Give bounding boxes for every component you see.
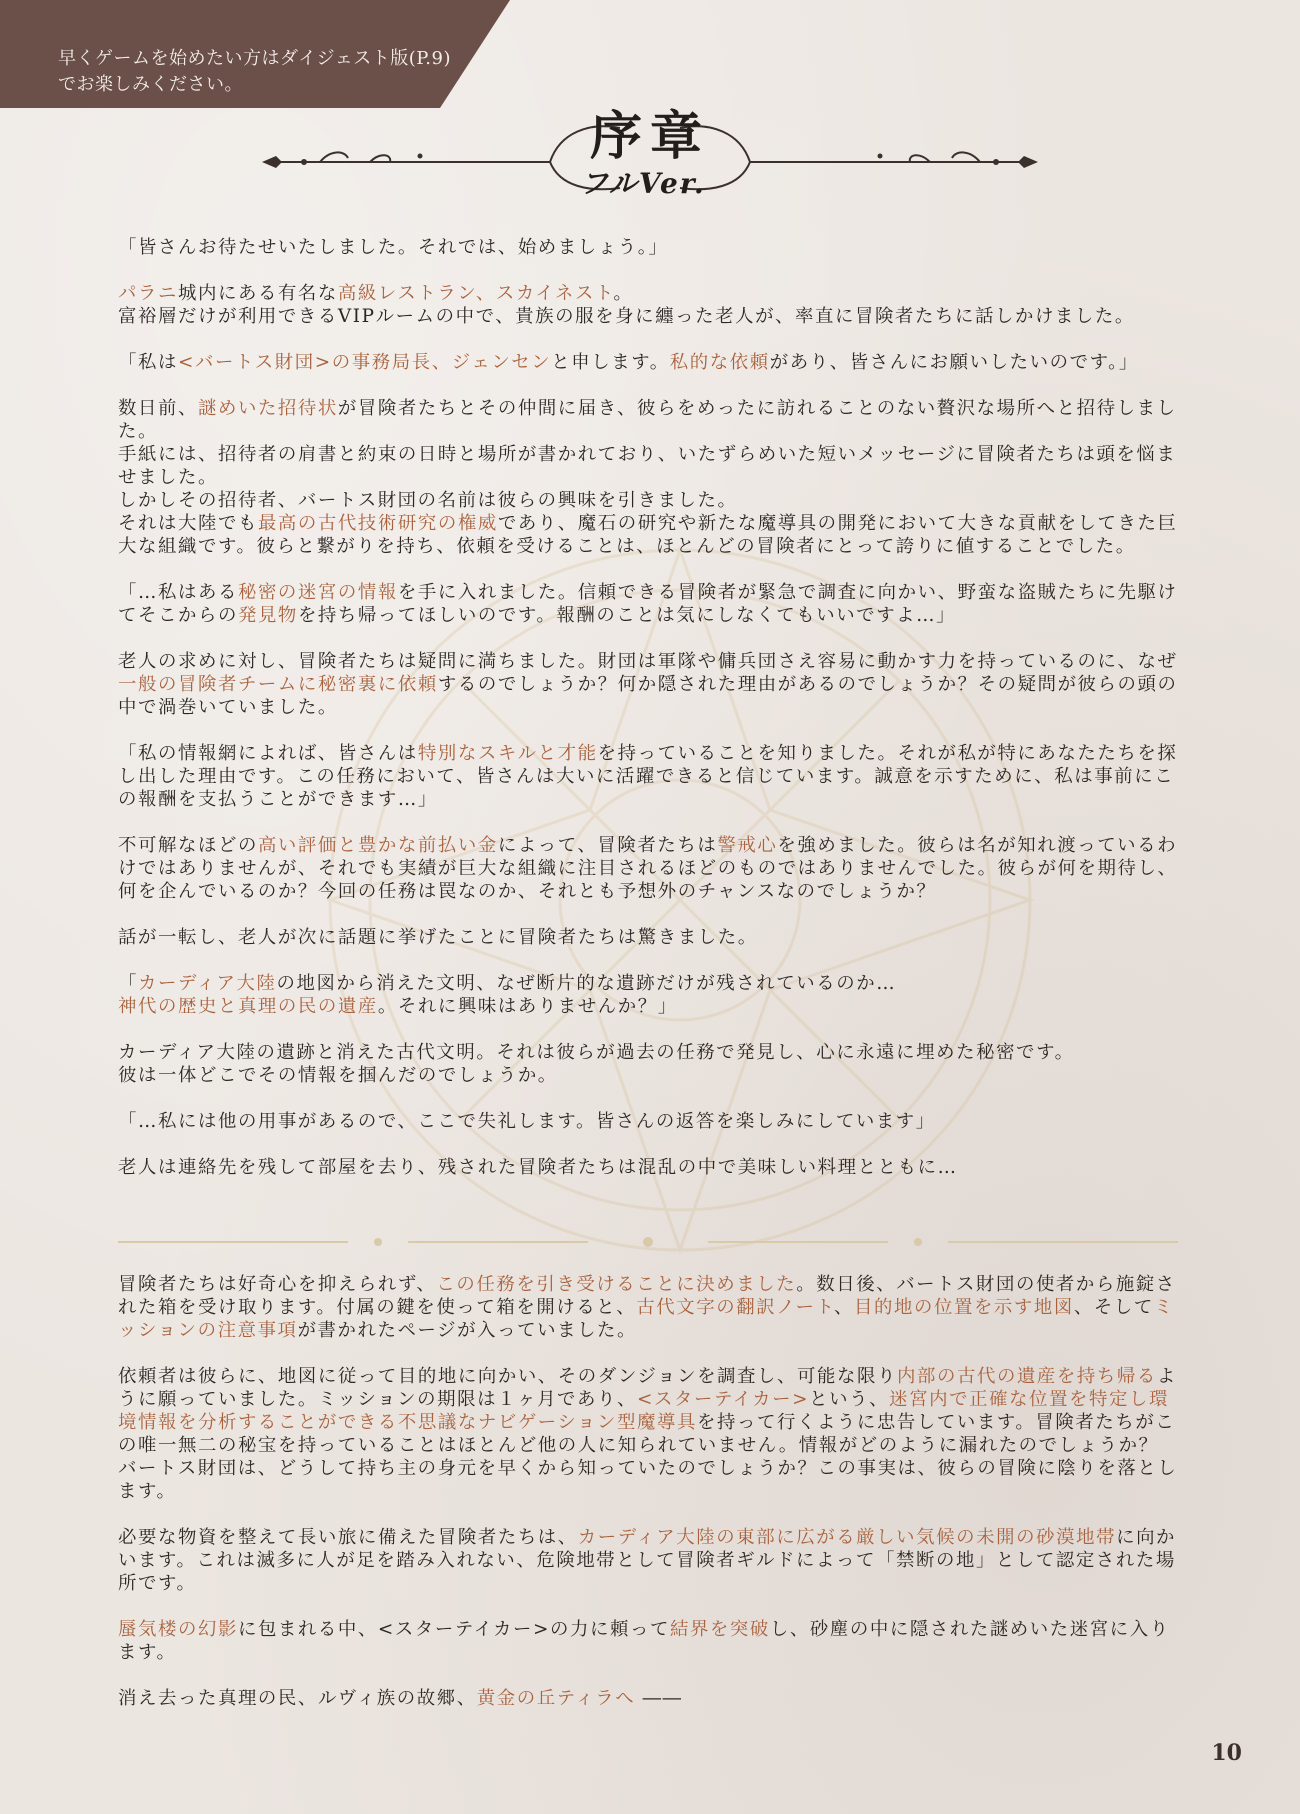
highlighted-phrase: 私的な依頼 [669, 352, 770, 373]
highlighted-phrase: 迷宮内で正確な位置を特定し環境情報を分析することができる不思議なナビゲーション型魔導具 [118, 1389, 1169, 1433]
paragraph-text: 手紙には、招待者の肩書と約束の日時と場所が書かれており、いたずらめいた短いメッセージに冒険者たちは頭を悩ませました。 [118, 444, 1177, 488]
paragraph-text: が冒険者たちとその仲間に届き、彼らをめったに訪れることのない贅沢な場所へと招待しました。 [118, 398, 1177, 442]
paragraph-text: するのでしょうか？何か隠された理由があるのでしょうか？その疑問が彼らの頭の中で渦巻いていました。 [118, 674, 1178, 718]
highlighted-phrase: 目的地の位置を示す地図 [854, 1297, 1074, 1318]
highlighted-phrase: 高級レストラン、スカイネスト [337, 283, 614, 304]
paragraph-text: し、砂塵の中に隠された謎めいた迷宮に入ります。 [118, 1619, 1170, 1663]
paragraph [118, 1618, 1178, 1664]
paragraph-text: 不可解なほどの [118, 835, 258, 856]
story-text-2 [118, 1273, 1178, 1733]
paragraph-text: 彼は一体どこでその情報を掴んだのでしょうか。 [118, 1065, 558, 1086]
story-section-2 [118, 1273, 1178, 1710]
paragraph-text: を持ち帰ってほしいのです。報酬のことは気にしなくてもいいですよ…」 [297, 605, 957, 626]
highlighted-phrase: 発見物 [237, 605, 298, 626]
paragraph-text: に包まれる中、<スターテイカー>の力に頼って [237, 1619, 670, 1640]
paragraph-text: があり、皆さんにお願いしたいのです。」 [769, 352, 1139, 373]
paragraph [118, 926, 1178, 949]
paragraph-text: 「私は [118, 352, 178, 373]
paragraph [118, 282, 1178, 328]
paragraph-text: それは大陸でも [118, 513, 258, 534]
paragraph-text: という、 [809, 1389, 890, 1410]
paragraph [118, 1110, 1178, 1133]
section-divider [118, 1232, 1178, 1252]
digest-notice-line-1: 早くゲームを始めたい方はダイジェスト版(P.9) [58, 48, 451, 69]
paragraph-text: カーディア大陸の遺跡と消えた古代文明。それは彼らが過去の任務で発見し、心に永遠に埋めた秘密です。 [118, 1042, 1075, 1063]
paragraph-text: 依頼者は彼らに、地図に従って目的地に向かい、そのダンジョンを調査し、可能な限り [118, 1366, 897, 1387]
highlighted-phrase: 一般の冒険者チームに秘密裏に依頼 [118, 674, 438, 695]
highlighted-phrase: <バートス財団>の事務局長、ジェンセン [177, 352, 552, 373]
paragraph-text: 話が一転し、老人が次に話題に挙げたことに冒険者たちは驚きました。 [118, 927, 758, 948]
highlighted-phrase: この任務を引き受けることに決めました [436, 1274, 797, 1295]
paragraph [118, 1041, 1178, 1087]
paragraph-text: 。 [613, 283, 634, 304]
highlighted-phrase: カーディア大陸の東部に広がる厳しい気候の未開の砂漠地帯 [577, 1527, 1117, 1548]
page-number: 10 [1211, 1740, 1242, 1766]
paragraph [118, 236, 1178, 259]
paragraph-text: を手に入れました。信頼できる冒険者が緊急で調査に向かい、野蛮な盗賊たちに先駆けてそこからの [118, 582, 1178, 626]
paragraph-text: によって、冒険者たちは [497, 835, 718, 856]
paragraph [118, 1526, 1178, 1595]
paragraph-text: を強めました。彼らは名が知れ渡っているわけではありませんが、それでも実績が巨大な組織に注目されるほどのものではありませんでした。彼らが何を期待し、何を企んでいるのか？今回の任務は罠なのか、それとも予想外のチャンスなのでしょうか？ [118, 835, 1178, 902]
paragraph-text: 老人は連絡先を残して部屋を去り、残された冒険者たちは混乱の中で美味しい料理とともに… [118, 1157, 958, 1178]
paragraph [118, 1273, 1178, 1342]
paragraph-text: 数日前、 [118, 398, 198, 419]
paragraph [118, 972, 1178, 1018]
highlighted-phrase: 謎めいた招待状 [197, 398, 338, 419]
paragraph [118, 834, 1178, 903]
paragraph-text: 富裕層だけが利用できるVIPルームの中で、貴族の服を身に纏った老人が、率直に冒険者たちに話しかけました。 [118, 306, 1135, 327]
highlighted-phrase: 最高の古代技術研究の権威 [257, 513, 498, 534]
highlighted-phrase: 高い評価と豊かな前払い金 [257, 835, 498, 856]
paragraph-text: 「皆さんお待たせいたしました。それでは、始めましょう。」 [118, 237, 669, 258]
paragraph-text: 。それに興味はありませんか？」 [377, 996, 678, 1017]
paragraph-text: 「 [118, 973, 138, 994]
story-section-1 [118, 236, 1178, 1179]
paragraph-text: しかしその招待者、バートス財団の名前は彼らの興味を引きました。 [118, 490, 738, 511]
highlighted-phrase: ミッションの注意事項 [118, 1297, 1174, 1341]
paragraph [118, 1156, 1178, 1179]
chapter-title [260, 92, 1040, 212]
paragraph [118, 1687, 1178, 1710]
paragraph-text: 。数日後、バートス財団の使者から施錠された箱を受け取ります。付属の鍵を使って箱を開けると、 [118, 1274, 1176, 1318]
paragraph-text: が書かれたページが入っていました。 [297, 1320, 638, 1341]
paragraph-text: の地図から消えた文明、なぜ断片的な遺跡だけが残されているのか… [276, 973, 897, 994]
paragraph [118, 742, 1178, 811]
highlighted-phrase: 黄金の丘ティラへ [476, 1688, 636, 1709]
paragraph-text: ―― [635, 1688, 683, 1709]
paragraph-text: 「私の情報網によれば、皆さんは [118, 743, 418, 764]
digest-notice-line-2: でお楽しみください。 [58, 74, 243, 95]
paragraph [118, 650, 1178, 719]
paragraph-text: を持っていることを知りました。それが私が特にあなたたちを探し出した理由です。この任務において、皆さんは大いに活躍できると信じています。誠意を示すために、私は事前にこの報酬を支払うことができます…」 [118, 743, 1178, 810]
highlighted-phrase: 内部の古代の遺産を持ち帰る [897, 1366, 1157, 1387]
paragraph-text: 、 [834, 1297, 854, 1318]
story-text [118, 236, 1178, 1202]
paragraph-text: 城内にある有名な [177, 283, 338, 304]
paragraph-text: 「…私には他の用事があるので、ここで失礼します。皆さんの返答を楽しみにしています」 [118, 1111, 936, 1132]
paragraph [118, 351, 1178, 374]
paragraph-text: 消え去った真理の民、ルヴィ族の故郷、 [118, 1688, 477, 1709]
paragraph-text: であり、魔石の研究や新たな魔導具の開発において大きな貢献をしてきた巨大な組織です。彼らと繋がりを持ち、依頼を受けることは、ほとんどの冒険者にとって誇りに値することでした。 [118, 513, 1178, 557]
highlighted-phrase: カーディア大陸 [138, 973, 277, 994]
paragraph-text: を持って行くように忠告しています。冒険者たちがこの唯一無二の秘宝を持っていることはほとんど他の人に知られていません。情報がどのように漏れたのでしょうか？バートス財団は、どうして持ち主の身元を早くから知っていたのでしょうか？この事実は、彼らの冒険に陰りを落とします。 [118, 1412, 1178, 1502]
chapter-title-main: 序章 [589, 106, 710, 167]
highlighted-phrase: 神代の歴史と真理の民の遺産 [118, 996, 378, 1017]
paragraph-text: に向かいます。これは滅多に人が足を踏み入れない、危険地帯として冒険者ギルドによって「禁断の地」として認定された場所です。 [118, 1527, 1177, 1594]
chapter-title-sub: フルVer. [580, 167, 706, 200]
highlighted-phrase: <スターテイカー> [637, 1389, 810, 1410]
paragraph-text: ように願っていました。ミッションの期限は１ヶ月であり、 [118, 1366, 1177, 1410]
digest-notice-text [58, 46, 451, 98]
highlighted-phrase: 警戒心 [717, 835, 778, 856]
paragraph-text: と申します。 [551, 352, 670, 373]
highlighted-phrase: 古代文字の翻訳ノート [636, 1297, 834, 1318]
highlighted-phrase: 結界を突破 [669, 1619, 770, 1640]
paragraph [118, 1365, 1178, 1503]
paragraph-text: 冒険者たちは好奇心を抑えられず、 [118, 1274, 437, 1295]
paragraph-text: 、そして [1073, 1297, 1154, 1318]
highlighted-phrase: 蜃気楼の幻影 [118, 1619, 238, 1640]
highlighted-phrase: パラニ [118, 283, 178, 304]
paragraph-text: 「…私はある [118, 582, 238, 603]
paragraph [118, 397, 1178, 558]
paragraph-text: 必要な物資を整えて長い旅に備えた冒険者たちは、 [118, 1527, 578, 1548]
paragraph-text: 老人の求めに対し、冒険者たちは疑問に満ちました。財団は軍隊や傭兵団さえ容易に動かす力を持っているのに、なぜ [118, 651, 1178, 672]
highlighted-phrase: 秘密の迷宮の情報 [237, 582, 398, 603]
paragraph [118, 581, 1178, 627]
highlighted-phrase: 特別なスキルと才能 [417, 743, 598, 764]
